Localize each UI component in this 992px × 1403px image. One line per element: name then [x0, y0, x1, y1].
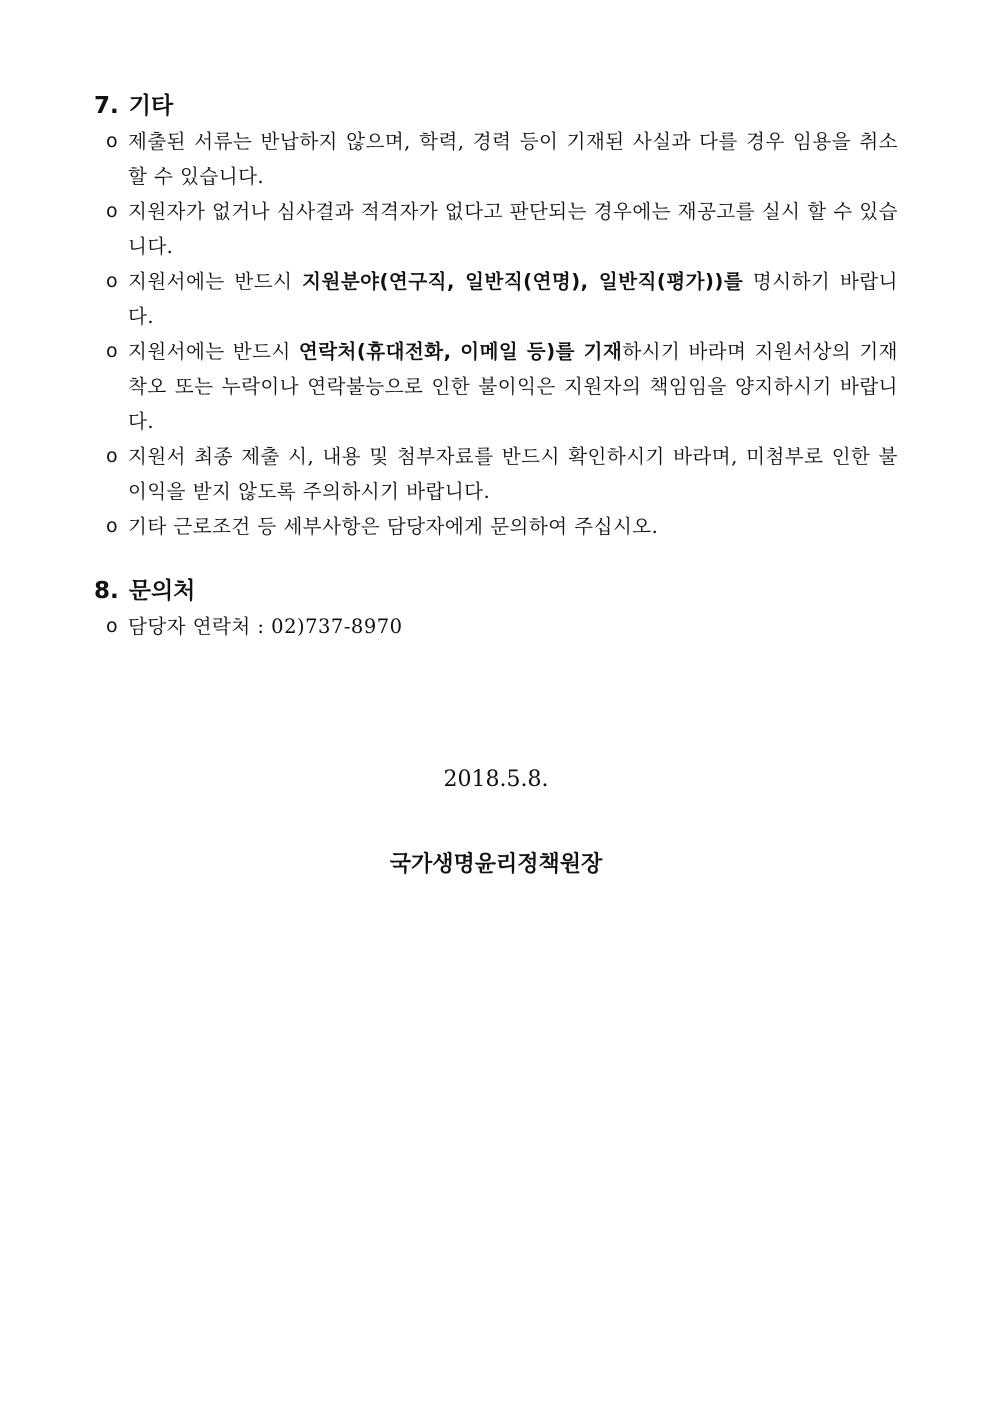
list-item — [94, 124, 898, 194]
item-text: 지원서에는 반드시 — [128, 340, 299, 363]
item-text: 지원서에는 반드시 — [128, 270, 303, 293]
item-text: 지원서 최종 제출 시, 내용 및 첨부자료를 반드시 확인하시기 바라며, 미첨부로 인한 불이익을 받지 않도록 주의하시기 바랍니다. — [128, 445, 898, 503]
section-heading — [94, 88, 898, 124]
section-title: 문의처 — [128, 578, 196, 604]
bullet-marker: o — [106, 270, 119, 292]
bullet-marker: o — [106, 130, 119, 152]
bullet-list — [94, 609, 898, 644]
item-text: 제출된 서류는 반납하지 않으며, 학력, 경력 등이 기재된 사실과 다를 경우 임용을 취소 할 수 있습니다. — [128, 130, 898, 188]
item-text: 하시기 바라며 지원서상의 기재착오 또는 누락이나 연락불능으로 인한 불이익은 지원자의 책임임을 양지하시기 바랍니다. — [128, 340, 898, 433]
list-item — [94, 509, 898, 544]
section-8 — [94, 573, 898, 644]
bullet-marker: o — [106, 200, 119, 222]
bullet-marker: o — [106, 615, 119, 637]
section-title: 기타 — [128, 93, 174, 119]
list-item — [94, 609, 898, 644]
list-item — [94, 439, 898, 509]
list-item — [94, 264, 898, 334]
document-date: 2018.5.8. — [443, 767, 549, 792]
section-number: 8. — [94, 578, 119, 604]
item-text-emphasis: 지원분야(연구직, 일반직(연명), 일반직(평가))를 — [302, 270, 744, 293]
bullet-marker: o — [106, 515, 119, 537]
list-item — [94, 194, 898, 264]
bullet-list — [94, 124, 898, 544]
section-number: 7. — [94, 93, 119, 119]
section-7 — [94, 88, 898, 544]
organization-signature: 국가생명윤리정책원장 — [389, 852, 603, 877]
item-text: 명시하기 바랍니다. — [128, 270, 898, 328]
contact-text: 담당자 연락처 : 02)737-8970 — [128, 615, 403, 638]
bullet-marker: o — [106, 445, 119, 467]
document-content — [94, 88, 898, 644]
item-text: 기타 근로조건 등 세부사항은 담당자에게 문의하여 주십시오. — [128, 515, 659, 538]
bullet-marker: o — [106, 340, 119, 362]
item-text: 지원자가 없거나 심사결과 적격자가 없다고 판단되는 경우에는 재공고를 실시 할 수 있습니다. — [128, 200, 898, 258]
list-item — [94, 334, 898, 439]
section-heading — [94, 573, 898, 609]
item-text-emphasis: 연락처(휴대전화, 이메일 등)를 기재 — [298, 340, 623, 363]
